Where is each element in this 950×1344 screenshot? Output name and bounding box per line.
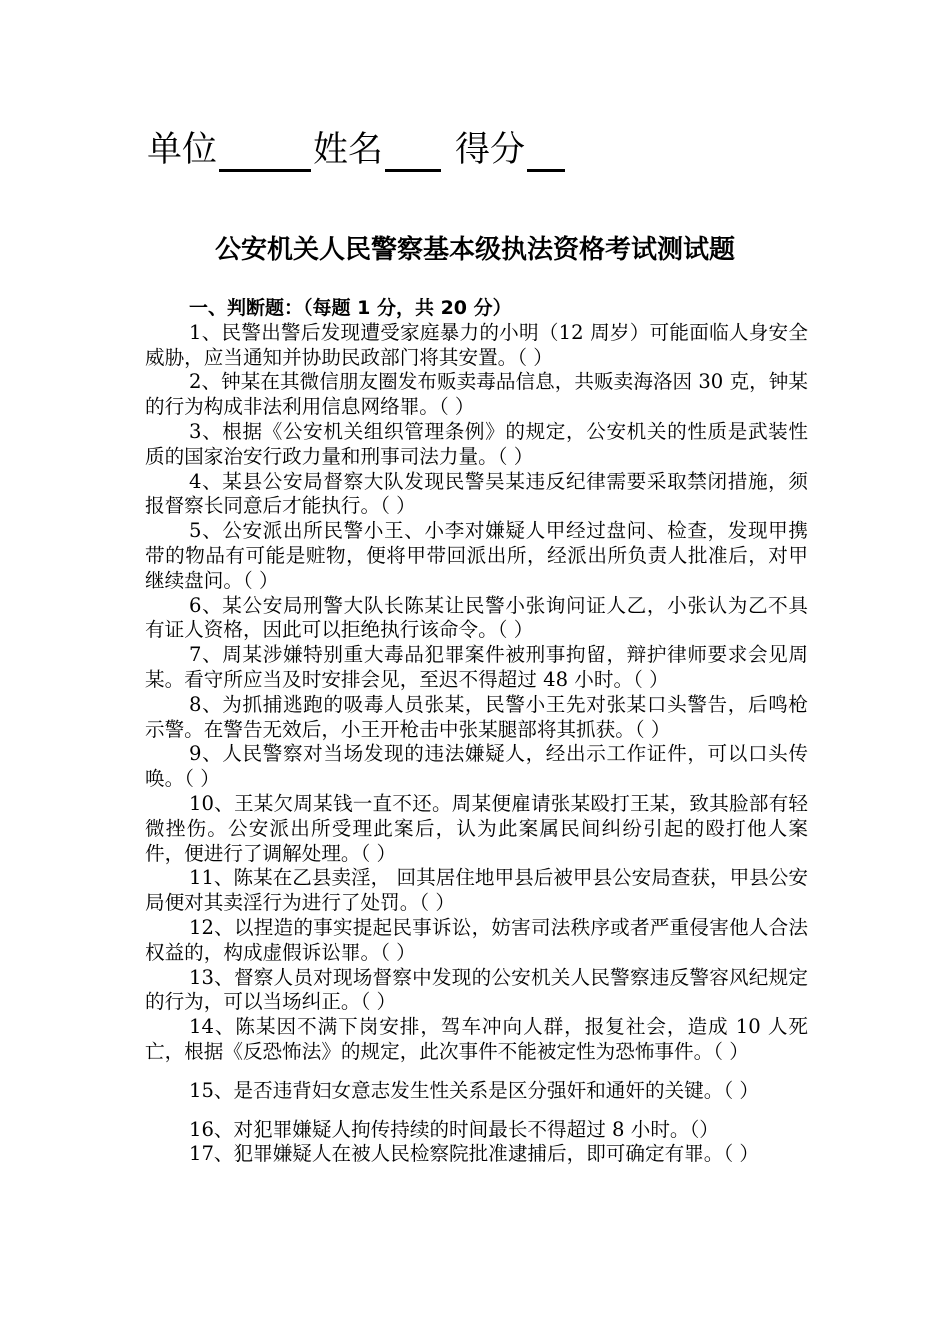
unit-label: 单位 — [147, 130, 218, 170]
exam-content — [145, 296, 808, 1167]
score-blank — [527, 135, 565, 172]
name-blank — [385, 135, 441, 172]
question-item: 17、犯罪嫌疑人在被人民检察院批准逮捕后，即可确定有罪。（ ） — [189, 1142, 759, 1166]
score-label: 得分 — [455, 130, 526, 170]
question-item: 15、是否违背妇女意志发生性关系是区分强奸和通奸的关键。（ ） — [189, 1078, 759, 1102]
question-item: 6、某公安局刑警大队长陈某让民警小张询问证人乙，小张认为乙不具有证人资格，因此可以拒绝执行该命令。（ ） — [145, 593, 808, 642]
question-item: 13、督察人员对现场督察中发现的公安机关人民警察违反警容风纪规定的行为，可以当场纠正。（ ） — [145, 965, 808, 1014]
question-item: 11、陈某在乙县卖淫， 回其居住地甲县后被甲县公安局查获，甲县公安局便对其卖淫行为进行了处罚。（ ） — [145, 866, 808, 915]
question-item: 3、根据《公安机关组织管理条例》的规定，公安机关的性质是武装性质的国家治安行政力量和刑事司法力量。（ ） — [145, 419, 808, 468]
question-item: 7、周某涉嫌特别重大毒品犯罪案件被刑事拘留，辩护律师要求会见周某。看守所应当及时安排会见，至迟不得超过 48 小时。（ ） — [145, 643, 808, 691]
question-item: 8、为抓捕逃跑的吸毒人员张某，民警小王先对张某口头警告，后鸣枪示警。在警告无效后，小王开枪击中张某腿部将其抓获。（ ） — [145, 692, 808, 741]
question-item: 2、钟某在其微信朋友圈发布贩卖毒品信息，共贩卖海洛因 30 克，钟某的行为构成非法利用信息网络罪。（ ） — [145, 370, 808, 419]
question-item: 16、对犯罪嫌疑人拘传持续的时间最长不得超过 8 小时。（） — [189, 1117, 719, 1141]
unit-blank — [219, 135, 311, 172]
question-item: 12、以捏造的事实提起民事诉讼，妨害司法秩序或者严重侵害他人合法权益的，构成虚假诉讼罪。（ ） — [145, 915, 808, 964]
info-fields-line — [147, 128, 847, 172]
question-item: 4、某县公安局督察大队发现民警吴某违反纪律需要采取禁闭措施，须报督察长同意后才能执行。（ ） — [145, 469, 808, 518]
question-item: 14、陈某因不满下岗安排，驾车冲向人群，报复社会，造成 10 人死亡，根据《反恐怖法》的规定，此次事件不能被定性为恐怖事件。（ ） — [145, 1015, 808, 1063]
question-item: 5、公安派出所民警小王、小李对嫌疑人甲经过盘问、检查，发现甲携带的物品有可能是赃物，便将甲带回派出所，经派出所负责人批准后，对甲继续盘问。（ ） — [145, 519, 808, 592]
question-item: 9、人民警察对当场发现的违法嫌疑人，经出示工作证件，可以口头传唤。（ ） — [145, 742, 808, 791]
exam-title: 公安机关人民警察基本级执法资格考试测试题 — [214, 235, 735, 265]
name-label: 姓名 — [313, 130, 384, 170]
question-item: 1、民警出警后发现遭受家庭暴力的小明（12 周岁）可能面临人身安全威胁，应当通知并协助民政部门将其安置。（ ） — [145, 320, 808, 369]
section-heading: 一、判断题：（每题 1 分，共 20 分） — [189, 297, 512, 319]
question-item: 10、王某欠周某钱一直不还。周某便雇请张某殴打王某，致其脸部有轻微挫伤。公安派出所受理此案后，认为此案属民间纠纷引起的殴打他人案件，便进行了调解处理。（ ） — [145, 791, 808, 865]
